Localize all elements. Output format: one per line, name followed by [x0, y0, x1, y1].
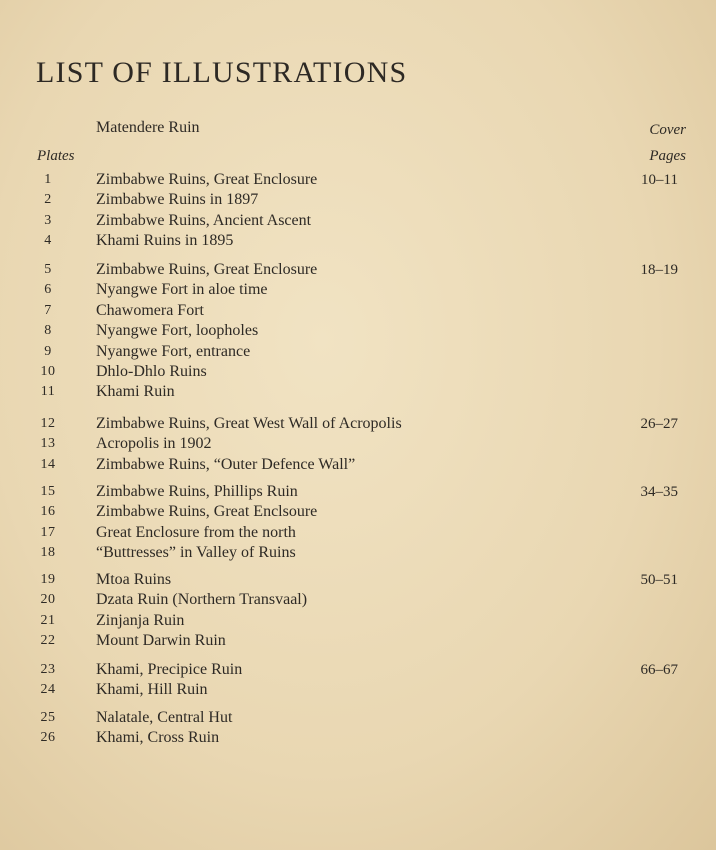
list-item — [0, 570, 716, 590]
page-title: LIST OF ILLUSTRATIONS — [36, 56, 408, 89]
list-item — [0, 260, 716, 280]
list-item — [0, 502, 716, 522]
plate-number: 2 — [44, 192, 52, 208]
list-item — [0, 708, 716, 728]
plate-number: 8 — [44, 323, 52, 339]
plates-column-header: Plates — [37, 148, 75, 164]
plate-number: 7 — [44, 302, 52, 318]
plate-caption: Khami Ruins in 1895 — [96, 232, 234, 250]
list-item — [0, 414, 716, 434]
list-item — [0, 342, 716, 362]
plate-caption: Khami, Cross Ruin — [96, 729, 220, 747]
plate-caption: Zimbabwe Ruins, Great Enclsoure — [96, 503, 318, 521]
list-item — [0, 434, 716, 454]
page-range: 26–27 — [640, 416, 678, 432]
plate-caption: Dhlo-Dhlo Ruins — [96, 363, 207, 380]
plate-number: 4 — [44, 233, 52, 249]
plate-caption: Zimbabwe Ruins, “Outer Defence Wall” — [96, 455, 356, 473]
plate-number: 6 — [44, 282, 52, 298]
plate-number: 16 — [40, 504, 56, 520]
plate-caption: Dzata Ruin (Northern Transvaal) — [96, 591, 308, 609]
list-item — [0, 680, 716, 700]
plate-number: 22 — [40, 633, 56, 649]
page-range: 66–67 — [640, 662, 678, 678]
plate-number: 18 — [40, 545, 56, 561]
plate-number: 17 — [40, 524, 56, 540]
plate-number: 1 — [44, 172, 52, 187]
page-range: 18–19 — [640, 262, 678, 278]
list-item — [0, 728, 716, 748]
plate-number: 13 — [40, 436, 56, 452]
list-item — [0, 382, 716, 402]
cover-caption: Matendere Ruin — [96, 119, 200, 136]
plate-caption: Zimbabwe Ruins in 1897 — [96, 191, 259, 209]
plate-number: 23 — [40, 662, 56, 677]
list-item — [0, 170, 716, 190]
plate-number: 5 — [44, 262, 52, 277]
list-item — [0, 660, 716, 680]
plate-number: 3 — [44, 212, 52, 228]
plate-number: 10 — [40, 364, 56, 379]
plate-caption: Chawomera Fort — [96, 301, 204, 319]
list-item — [0, 631, 716, 651]
list-item — [0, 190, 716, 210]
plate-caption: Great Enclosure from the north — [96, 523, 296, 541]
plate-number: 11 — [40, 384, 56, 400]
plate-caption: Zimbabwe Ruins, Great West Wall of Acropolis — [96, 415, 402, 432]
plate-caption: Acropolis in 1902 — [96, 435, 212, 453]
plate-number: 15 — [40, 484, 56, 499]
plate-caption: Mtoa Ruins — [96, 571, 172, 588]
plate-number: 26 — [40, 730, 56, 746]
page-range: 50–51 — [640, 572, 678, 588]
list-item — [0, 611, 716, 631]
list-item — [0, 231, 716, 251]
list-item — [0, 455, 716, 475]
list-item — [0, 543, 716, 563]
list-item — [0, 301, 716, 321]
list-item — [0, 590, 716, 610]
page-range: 34–35 — [640, 484, 678, 500]
plate-caption: Mount Darwin Ruin — [96, 632, 226, 650]
list-item — [0, 482, 716, 502]
pages-column-header: Pages — [649, 148, 686, 164]
plate-caption: Khami Ruin — [96, 383, 175, 401]
list-item — [0, 321, 716, 341]
list-item — [0, 362, 716, 382]
plate-caption: Nyangwe Fort in aloe time — [96, 281, 268, 299]
plate-caption: Zimbabwe Ruins, Great Enclosure — [96, 171, 318, 188]
plate-number: 21 — [40, 612, 56, 628]
page-range: 10–11 — [641, 172, 678, 188]
plate-caption: “Buttresses” in Valley of Ruins — [96, 544, 296, 562]
plate-number: 20 — [40, 592, 56, 608]
plate-caption: Zimbabwe Ruins, Phillips Ruin — [96, 483, 298, 500]
plate-caption: Zimbabwe Ruins, Great Enclosure — [96, 261, 318, 278]
plate-caption: Khami, Hill Ruin — [96, 681, 208, 699]
plate-caption: Khami, Precipice Ruin — [96, 661, 243, 678]
plate-caption: Nalatale, Central Hut — [96, 709, 233, 726]
plate-number: 14 — [40, 456, 56, 472]
cover-label: Cover — [649, 122, 686, 138]
plate-number: 9 — [44, 343, 52, 359]
plate-number: 12 — [40, 416, 56, 431]
plate-number: 24 — [40, 682, 56, 698]
list-item — [0, 280, 716, 300]
plate-caption: Zimbabwe Ruins, Ancient Ascent — [96, 211, 312, 229]
plate-caption: Nyangwe Fort, loopholes — [96, 322, 259, 340]
plate-caption: Zinjanja Ruin — [96, 611, 185, 629]
plate-number: 19 — [40, 572, 56, 587]
list-item — [0, 523, 716, 543]
plate-number: 25 — [40, 710, 56, 725]
plate-caption: Nyangwe Fort, entrance — [96, 342, 251, 360]
list-item — [0, 211, 716, 231]
